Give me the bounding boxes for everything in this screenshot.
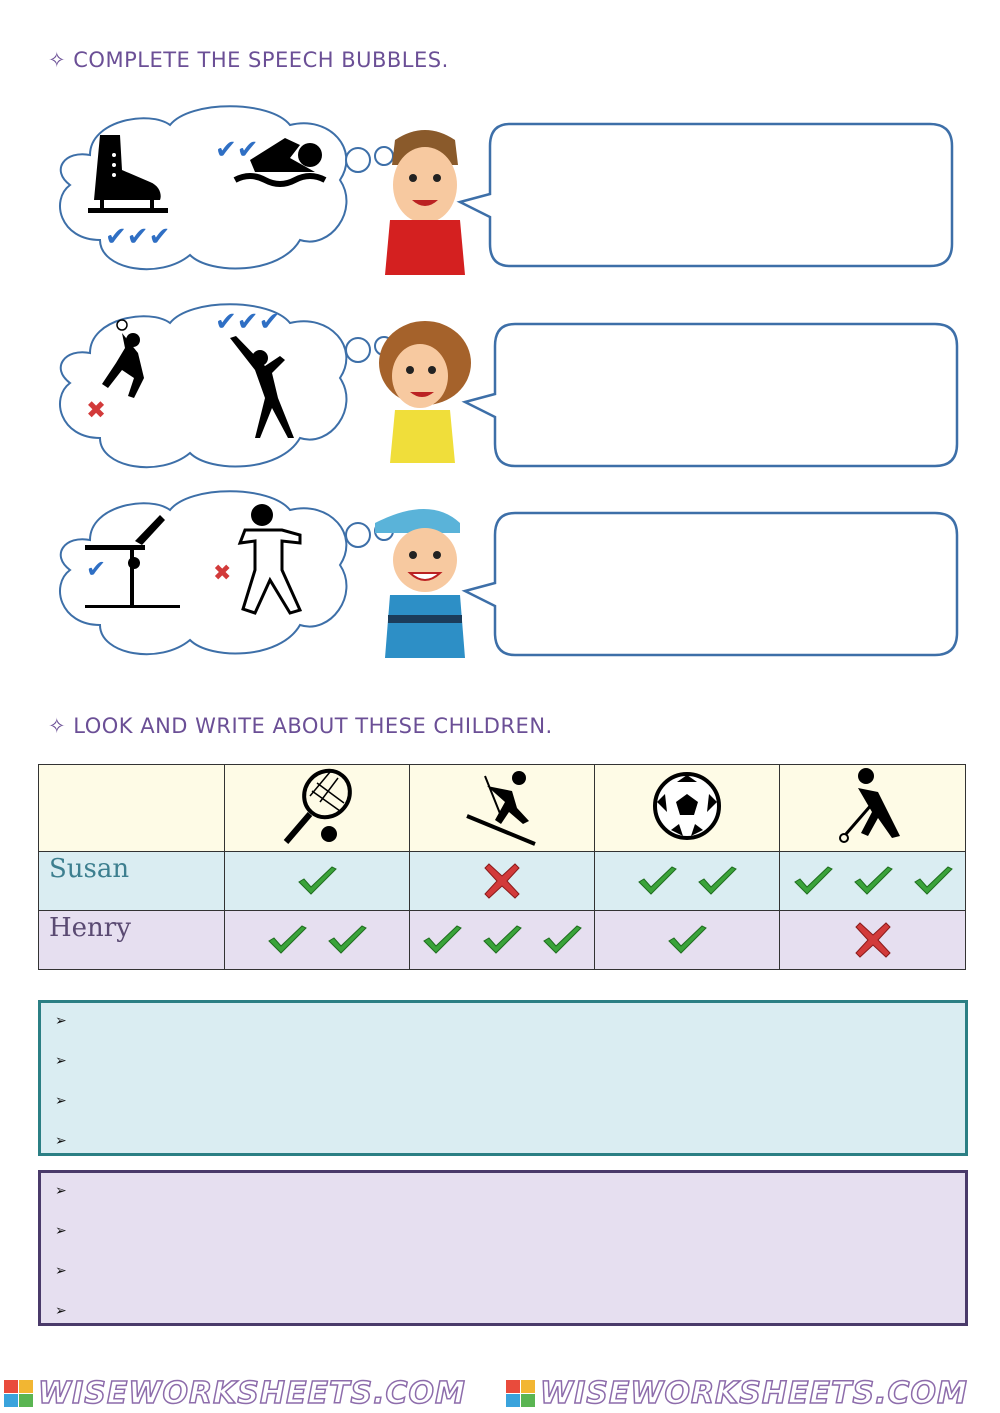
- thought-cloud: [50, 298, 360, 478]
- speech-bubble[interactable]: [460, 511, 960, 661]
- check-mark-icon: [481, 924, 523, 956]
- rating-cell: [409, 852, 595, 911]
- speech-row-1: [50, 100, 960, 275]
- brand-logo-icon: [506, 1380, 536, 1408]
- check-mark-icon: [266, 924, 308, 956]
- hockey-icon: [828, 766, 918, 846]
- writing-line[interactable]: [41, 1253, 965, 1293]
- header-cell-football: [595, 765, 780, 852]
- child-name: Henry: [39, 911, 225, 970]
- header-cell-hockey: [780, 765, 966, 852]
- header-cell-skiing: [409, 765, 595, 852]
- brand-logo-icon: [4, 1380, 34, 1408]
- thought-cloud: [50, 100, 360, 280]
- cross-mark-icon: [854, 921, 892, 959]
- check-mark-icon: [421, 924, 463, 956]
- speech-bubble[interactable]: [455, 122, 955, 272]
- brand-text-left: WISEWORKSHEETS.COM: [38, 1376, 466, 1411]
- writing-line[interactable]: [41, 1213, 965, 1253]
- sports-table: [38, 764, 966, 970]
- football-icon: [647, 766, 727, 846]
- child-name: Susan: [39, 852, 225, 911]
- check-mark-icon: [696, 865, 738, 897]
- rating-cell: [595, 852, 780, 911]
- rating-cell: [595, 911, 780, 970]
- tennis-icon: [272, 766, 362, 846]
- check-mark-icon: [541, 924, 583, 956]
- brand-text-right: WISEWORKSHEETS.COM: [540, 1376, 968, 1411]
- writing-line[interactable]: [41, 1043, 965, 1083]
- bullet-arrow-icon: ➢: [55, 1263, 67, 1279]
- check-mark-icon: [852, 865, 894, 897]
- check-mark-icon: ✔✔: [215, 135, 259, 165]
- writing-line[interactable]: [41, 1083, 965, 1123]
- writing-box-susan[interactable]: [38, 1000, 968, 1156]
- rating-cell: [224, 852, 409, 911]
- writing-line[interactable]: [41, 1293, 965, 1333]
- check-mark-icon: [912, 865, 954, 897]
- check-mark-icon: [296, 865, 338, 897]
- bullet-arrow-icon: ➢: [55, 1013, 67, 1029]
- check-mark-icon: [792, 865, 834, 897]
- bullet-arrow-icon: ➢: [55, 1303, 67, 1319]
- cross-mark-icon: [483, 862, 521, 900]
- thought-cloud: [50, 485, 360, 660]
- check-mark-icon: ✔: [86, 555, 107, 583]
- speech-row-3: [50, 485, 960, 660]
- bullet-arrow-icon: ➢: [55, 1133, 67, 1149]
- writing-line[interactable]: [41, 1173, 965, 1213]
- cross-mark-icon: ✖: [213, 561, 232, 586]
- table-corner-cell: [39, 765, 225, 852]
- check-mark-icon: ✔✔✔: [105, 222, 171, 252]
- footer-branding: [0, 1372, 1000, 1412]
- table-row: [39, 852, 966, 911]
- speech-row-2: [50, 298, 960, 473]
- rating-cell: [409, 911, 595, 970]
- check-mark-icon: [636, 865, 678, 897]
- check-mark-icon: [326, 924, 368, 956]
- table-row: [39, 911, 966, 970]
- cross-mark-icon: ✖: [86, 396, 107, 424]
- writing-line[interactable]: [41, 1003, 965, 1043]
- bullet-arrow-icon: ➢: [55, 1093, 67, 1109]
- header-cell-tennis: [224, 765, 409, 852]
- check-mark-icon: [666, 924, 708, 956]
- rating-cell: [224, 911, 409, 970]
- bullet-arrow-icon: ➢: [55, 1183, 67, 1199]
- check-mark-icon: ✔✔✔: [215, 307, 281, 337]
- bullet-arrow-icon: ➢: [55, 1053, 67, 1069]
- rating-cell: [780, 852, 966, 911]
- exercise2-heading: ✧ LOOK AND WRITE ABOUT THESE CHILDREN.: [48, 714, 553, 738]
- bullet-arrow-icon: ➢: [55, 1223, 67, 1239]
- table-header-row: [39, 765, 966, 852]
- writing-line[interactable]: [41, 1123, 965, 1163]
- rating-cell: [780, 911, 966, 970]
- exercise1-heading: ✧ COMPLETE THE SPEECH BUBBLES.: [48, 48, 449, 72]
- writing-box-henry[interactable]: [38, 1170, 968, 1326]
- skiing-icon: [457, 766, 547, 846]
- speech-bubble[interactable]: [460, 322, 960, 472]
